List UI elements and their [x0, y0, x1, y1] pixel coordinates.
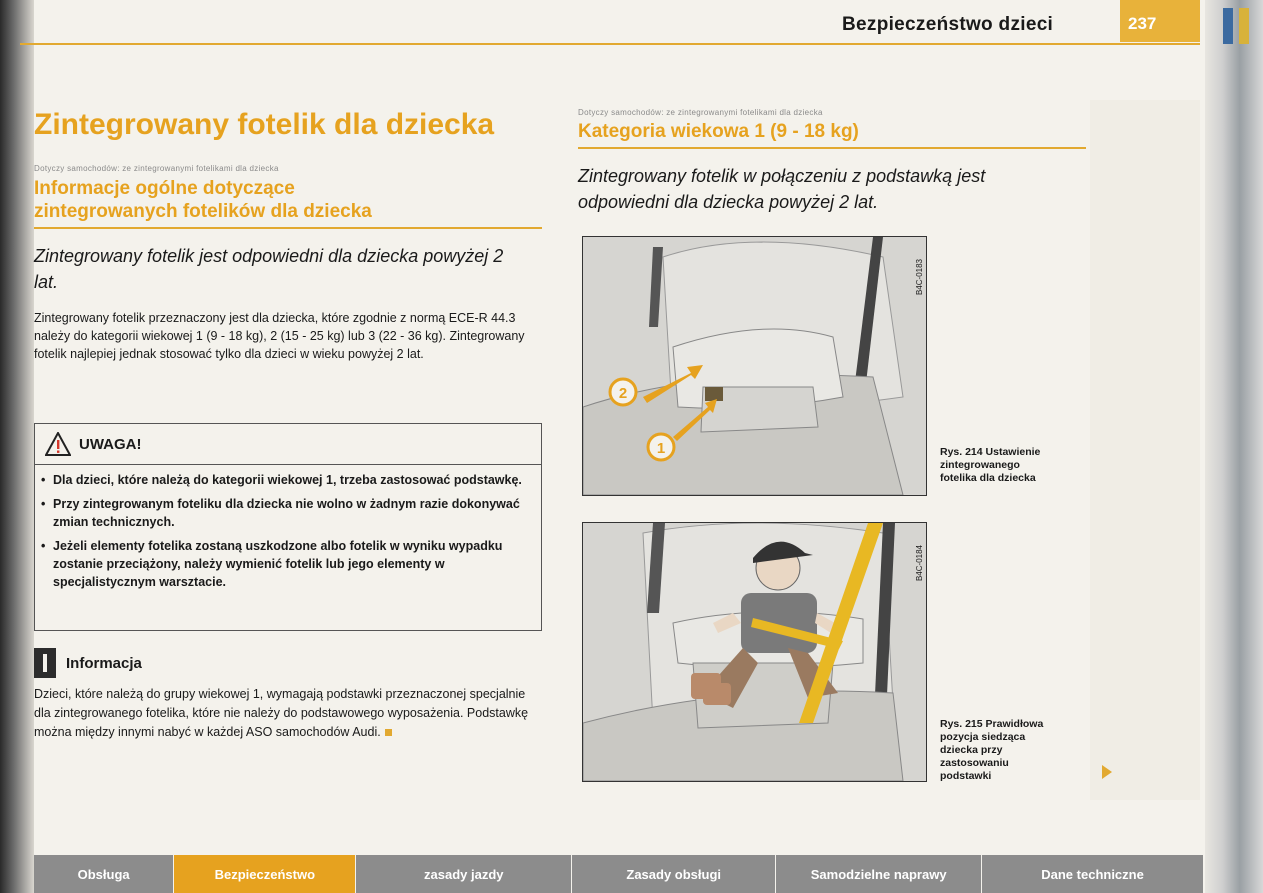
warning-triangle-icon [45, 432, 71, 456]
lead-paragraph: Zintegrowany fotelik jest odpowiedni dla dziecka powyżej 2 lat. [34, 246, 504, 292]
page-number: 237 [1120, 0, 1200, 42]
body-paragraph: Zintegrowany fotelik przeznaczony jest dla dziecka, które zgodnie z normą ECE-R 44.3 należy do kategorii wiekowej 1 (9 - 18 kg), 2 (15 - 25 kg) lub 3 (22 - 36 kg). Zintegrowany fotelik najlepiej jednak stosować tylko dla dzieci w wieku powyżej 2 lat. [34, 311, 525, 361]
info-label: Informacja [66, 654, 142, 672]
figure-code: B4C-0183 [915, 259, 924, 296]
figure-caption: Rys. 214 Ustawienie zintegrowanego fotelika dla dziecka [940, 446, 1041, 484]
page-edge [1205, 0, 1263, 893]
child-seat-illustration [583, 523, 926, 781]
figure-214 [582, 236, 927, 496]
chapter-tab-bar [34, 855, 1204, 893]
edge-tab-yellow [1239, 8, 1249, 44]
warning-item: • Jeżeli elementy fotelika zostaną uszkodzone albo fotelik w wyniku wypadku zostanie przeciążony, należy wymienić fotelik lub jego elementy w specjalistycznym warsztacie. [35, 531, 541, 591]
warning-header [35, 424, 541, 465]
running-header: Bezpieczeństwo dzieci [842, 14, 1054, 35]
seat-cushion-illustration [583, 237, 926, 495]
section-title-line-2: zintegrowanych fotelików dla dziecka [34, 201, 372, 222]
tab-bezpieczenstwo[interactable]: Bezpieczeństwo [174, 855, 356, 893]
applicability-note: Dotyczy samochodów: ze zintegrowanymi fotelikami dla dziecka [34, 164, 279, 173]
section-title-right: Kategoria wiekowa 1 (9 - 18 kg) [578, 121, 859, 142]
tab-dane-techniczne[interactable]: Dane techniczne [982, 855, 1204, 893]
warning-item: • Dla dzieci, które należą do kategorii wiekowej 1, trzeba zastosować podstawkę. [35, 465, 541, 489]
figure-code: B4C-0184 [915, 545, 924, 582]
edge-tab-blue [1223, 8, 1233, 44]
section-rule-right [578, 147, 1086, 149]
applicability-note-right: Dotyczy samochodów: ze zintegrowanymi fotelikami dla dziecka [578, 108, 823, 117]
chapter-title: Zintegrowany fotelik dla dziecka [34, 108, 495, 141]
info-paragraph [34, 685, 534, 742]
tab-zasady-obslugi[interactable]: Zasady obsługi [572, 855, 776, 893]
warning-box [34, 423, 542, 631]
tab-zasady-jazdy[interactable]: zasady jazdy [356, 855, 572, 893]
tab-samodzielne-naprawy[interactable]: Samodzielne naprawy [776, 855, 982, 893]
figure-caption: Rys. 215 Prawidłowa pozycja siedząca dziecka przy zastosowaniu podstawki [940, 718, 1044, 782]
left-column [34, 108, 542, 363]
section-rule [34, 227, 542, 229]
info-header [34, 648, 142, 678]
right-column [578, 108, 1088, 215]
info-icon [34, 648, 56, 678]
section-title-line-1: Informacje ogólne dotyczące [34, 178, 295, 199]
continue-arrow-icon [1102, 765, 1112, 779]
warning-label: UWAGA! [79, 435, 142, 453]
callout-1: 1 [656, 440, 666, 457]
next-page-bleed [1090, 100, 1200, 800]
info-text: Dzieci, które należą do grupy wiekowej 1, wymagają podstawki przeznaczonej specjalnie dla zintegrowanego fotelika, które nie należy do podstawowego wyposażenia. Podstawkę można między innymi nabyć w każdej ASO samochodów Audi. [34, 687, 529, 739]
callout-2: 2 [618, 385, 628, 402]
end-of-section-mark [385, 729, 392, 736]
header-rule [20, 43, 1200, 45]
lead-paragraph-right: Zintegrowany fotelik w połączeniu z podstawką jest odpowiedni dla dziecka powyżej 2 lat. [578, 166, 986, 212]
figure-215 [582, 522, 927, 782]
book-spine [0, 0, 34, 893]
section-title [34, 177, 542, 223]
warning-item: • Przy zintegrowanym foteliku dla dziecka nie wolno w żadnym razie dokonywać zmian technicznych. [35, 489, 541, 531]
tab-obsluga[interactable]: Obsługa [34, 855, 174, 893]
